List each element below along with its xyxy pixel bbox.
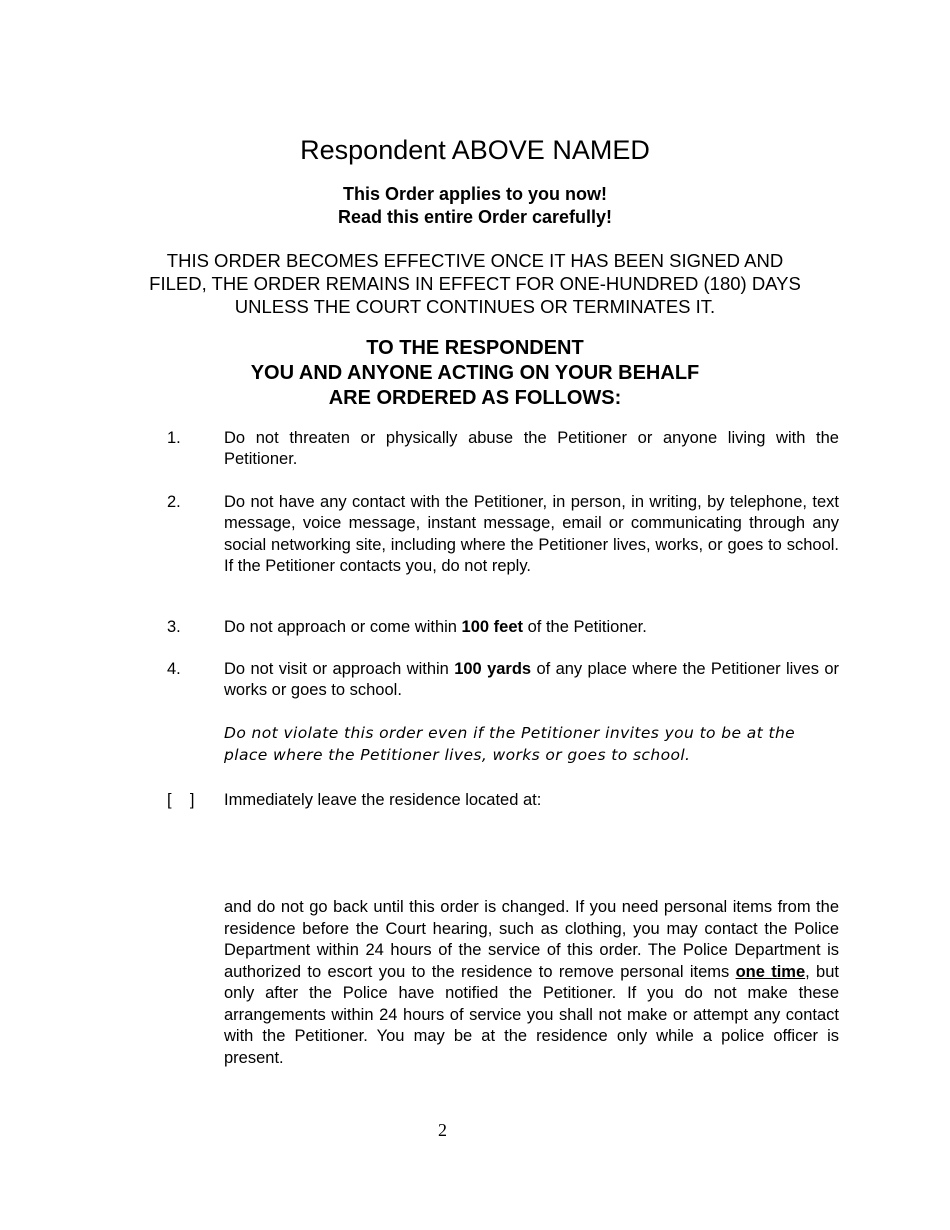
notice-line-1: This Order applies to you now! xyxy=(342,184,608,204)
order-text xyxy=(224,659,839,702)
effective-line-3: UNLESS THE COURT CONTINUES OR TERMINATES IT. xyxy=(234,296,716,317)
order-text: Do not threaten or physically abuse the Petitioner or anyone living with the Petitioner. xyxy=(224,429,839,469)
order-number: 1. xyxy=(167,429,181,447)
effective-line-1: THIS ORDER BECOMES EFFECTIVE ONCE IT HAS BEEN SIGNED AND xyxy=(166,250,784,271)
residence-label: Immediately leave the residence located at: xyxy=(224,791,542,809)
respondent-heading-line-3: ARE ORDERED AS FOLLOWS: xyxy=(328,387,622,409)
distance-emphasis: 100 yards xyxy=(454,660,532,678)
order-text-part: of any place where the Petitioner lives or works or goes to school. xyxy=(224,660,839,700)
order-number: 2. xyxy=(167,493,181,511)
respondent-heading-line-1: TO THE RESPONDENT xyxy=(366,337,584,359)
one-time-emphasis: one time xyxy=(735,962,806,981)
order-number: 3. xyxy=(167,618,181,636)
residence-text-part: , but only after the Police have notified the Petitioner. If you do not make these arrangements within 24 hours of service you shall not make or attempt any contact with the Petitioner. You may be at the residence only while a police officer is present. xyxy=(224,962,839,1067)
order-text: Do not have any contact with the Petitioner, in person, in writing, by telephone, text message, voice message, instant message, email or communicating through any social networking site, including where the Petitioner lives, works, or goes to school. If the Petitioner contacts you, do not reply. xyxy=(224,493,839,576)
page-number: 2 xyxy=(438,1120,447,1140)
distance-emphasis: 100 feet xyxy=(461,618,524,636)
respondent-heading xyxy=(0,336,950,411)
page-title: Respondent ABOVE NAMED xyxy=(300,135,650,165)
order-text xyxy=(224,617,839,638)
effective-notice xyxy=(100,249,850,318)
effective-line-2: FILED, THE ORDER REMAINS IN EFFECT FOR ONE-HUNDRED (180) DAYS xyxy=(149,273,801,294)
residence-text-part: and do not go back until this order is changed. If you need personal items from the residence before the Court hearing, such as clothing, you may contact the Police Department within 24 hours of the service of this order. The Police Department is authorized to escort you to the residence to remove personal items xyxy=(224,898,839,981)
notice-line-2: Read this entire Order carefully! xyxy=(337,207,613,227)
order-text-part: Do not approach or come within xyxy=(224,618,462,636)
order-text-part: Do not visit or approach within xyxy=(224,660,455,678)
respondent-heading-line-2: YOU AND ANYONE ACTING ON YOUR BEHALF xyxy=(250,362,700,384)
invitation-warning: Do not violate this order even if the Petitioner invites you to be at the place where the Petitioner lives, works or goes to school. xyxy=(224,724,796,764)
residence-instructions xyxy=(224,897,839,1069)
residence-checkbox[interactable]: [ ] xyxy=(167,791,195,809)
order-notice xyxy=(0,183,950,229)
order-number: 4. xyxy=(167,660,181,678)
order-text-part: of the Petitioner. xyxy=(523,618,647,636)
